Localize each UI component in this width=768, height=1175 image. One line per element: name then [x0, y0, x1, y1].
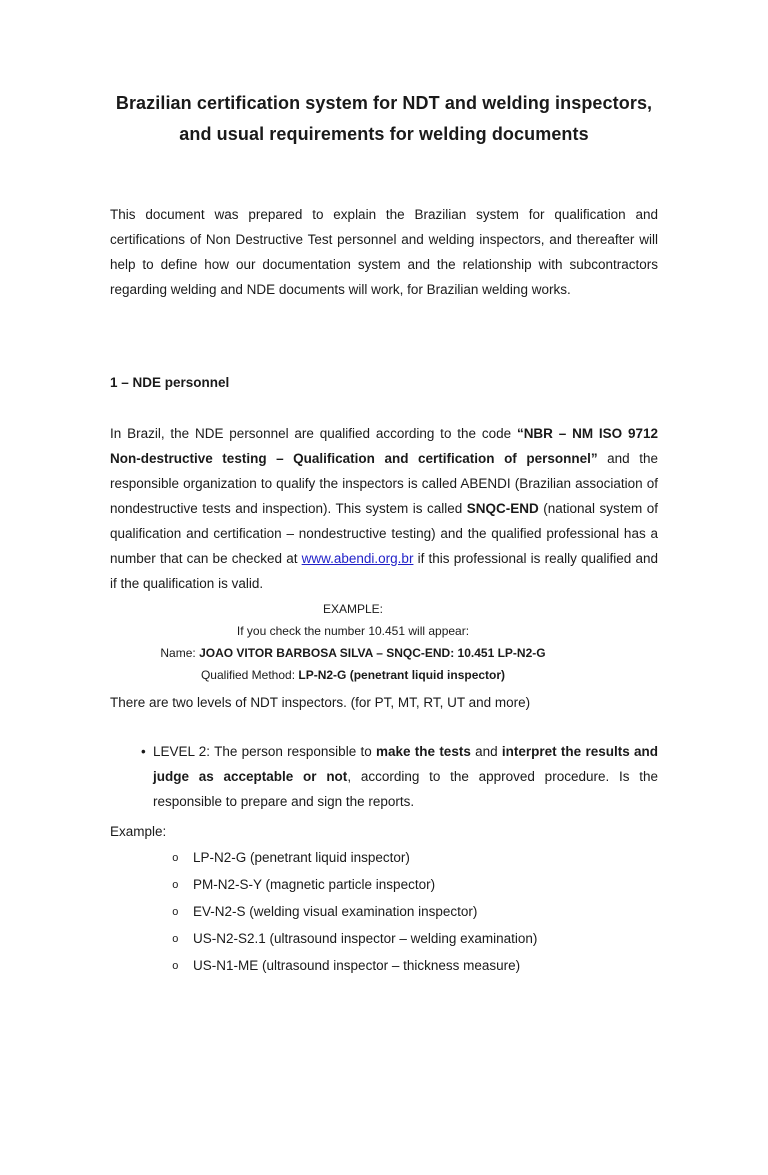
method-text: US-N1-ME (ultrasound inspector – thickness measure) [193, 958, 521, 973]
levels-intro-paragraph: There are two levels of NDT inspectors. (for PT, MT, RT, UT and more) [110, 695, 531, 710]
method-text: EV-N2-S (welding visual examination inspector) [193, 904, 478, 919]
level2-run: LEVEL 2: The person responsible to [153, 744, 376, 759]
section-1-heading: 1 – NDE personnel [110, 375, 230, 390]
example-label: EXAMPLE: [322, 602, 384, 616]
example2-label: Example: [110, 824, 167, 839]
method-text: US-N2-S2.1 (ultrasound inspector – welding examination) [193, 931, 538, 946]
name-value: JOAO VITOR BARBOSA SILVA – SNQC-END: 10.451 LP-N2-G [199, 646, 546, 660]
level2-text [153, 739, 658, 814]
method-text: PM-N2-S-Y (magnetic particle inspector) [193, 877, 436, 892]
method-label: Qualified Method: [200, 668, 299, 682]
example-name-line [110, 642, 596, 664]
document-page [0, 88, 768, 979]
code-name-bold: “NBR – NM ISO 9712 Non-destructive testing – Qualification and certification of personnel” [110, 426, 658, 466]
circle-bullet-icon: o [172, 880, 179, 892]
list-item [110, 953, 658, 979]
make-tests-bold: make the tests [376, 744, 471, 759]
title-line-2: and usual requirements for welding documents [179, 124, 589, 144]
qualification-methods-list [110, 845, 658, 979]
level2-run: and [470, 744, 502, 759]
disc-bullet-icon: • [141, 744, 146, 759]
para2-run: if this professional is really qualified and if the qualification is valid. [110, 551, 658, 591]
intro-paragraph: This document was prepared to explain the Brazilian system for qualification and certifications of Non Destructive Test personnel and welding inspectors, and thereafter will help to define how our documentation system and the relationship with subcontractors regarding welding and NDE documents will work, for Brazilian welding works. [110, 207, 658, 297]
method-value: LP-N2-G (penetrant liquid inspector) [298, 668, 506, 682]
list-item [110, 899, 658, 925]
name-label: Name: [160, 646, 200, 660]
title-line-1: Brazilian certification system for NDT and welding inspectors, [115, 93, 653, 113]
abendi-link[interactable]: www.abendi.org.br [301, 551, 414, 566]
para2-run: (national system of qualification and certification – nondestructive testing) and the qualified professional has a number that can be checked at [110, 501, 658, 566]
circle-bullet-icon: o [172, 934, 179, 946]
interpret-results-bold: interpret the results and judge as acceptable or not [153, 744, 658, 784]
level2-bullet-item [110, 739, 658, 814]
circle-bullet-icon: o [172, 961, 179, 973]
para2-run: and the responsible organization to qualify the inspectors is called ABENDI (Brazilian association of nondestructive tests and inspection). This system is called [110, 451, 659, 516]
snqc-end-bold: SNQC-END [466, 501, 539, 516]
circle-bullet-icon: o [172, 853, 179, 865]
document-title [110, 88, 658, 150]
list-item [110, 845, 658, 871]
list-item [110, 926, 658, 952]
example-block [110, 598, 596, 686]
method-text: LP-N2-G (penetrant liquid inspector) [193, 850, 410, 865]
example-intro: If you check the number 10.451 will appear: [236, 624, 470, 638]
example-method-line [110, 664, 596, 686]
list-item [110, 872, 658, 898]
nde-qualification-paragraph [110, 421, 658, 596]
circle-bullet-icon: o [172, 907, 179, 919]
level2-run: , according to the approved procedure. Is the responsible to prepare and sign the reports. [153, 769, 659, 809]
para2-run: In Brazil, the NDE personnel are qualified according to the code [110, 426, 517, 441]
